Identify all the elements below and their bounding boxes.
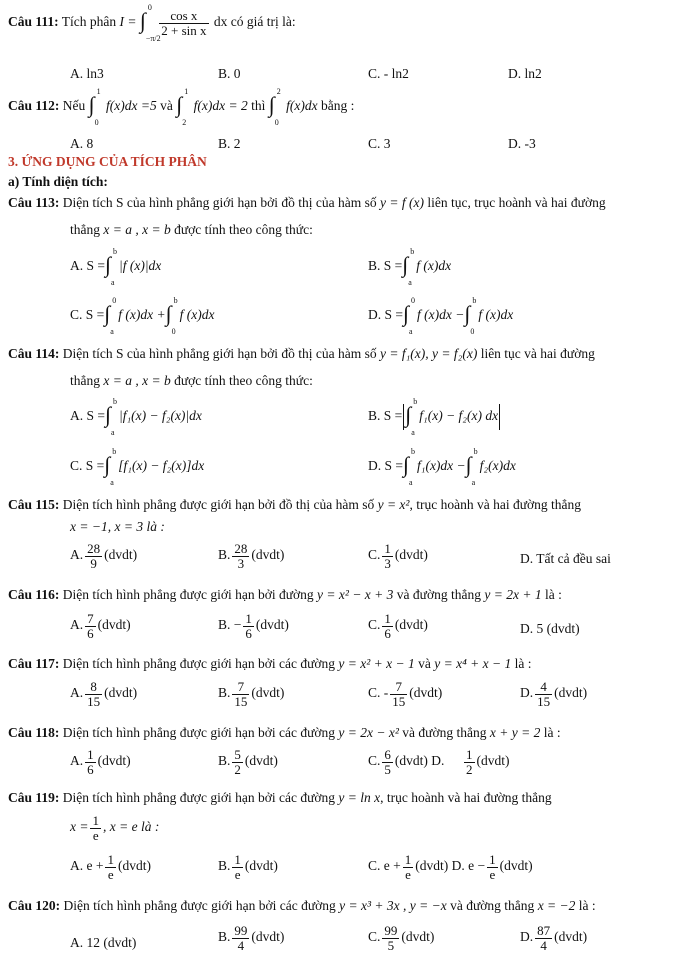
option-c[interactable]: C. $\frac{1}{6}$ (dvdt): [368, 611, 428, 641]
option-d[interactable]: D. Tất cả đều sai: [520, 551, 611, 566]
question-120: Câu 120: Diện tích hình phẳng được giới hạn bởi các đường y = x³ + 3x , y = −x và đường thẳng x = −2 là :: [8, 898, 596, 913]
option-d[interactable]: D. ln2: [508, 66, 542, 81]
option-a[interactable]: A. $\frac{8}{15}$ (dvdt): [70, 679, 138, 709]
option-a[interactable]: A. $\frac{7}{6}$ (dvdt): [70, 611, 131, 641]
integral-sign: ∫ 0 a: [403, 296, 415, 336]
question-label: Câu 115:: [8, 497, 60, 512]
option-d[interactable]: D. -3: [508, 136, 536, 151]
integral-sign: ∫ 1 2: [176, 87, 189, 127]
integral-sign: ∫ b a: [402, 247, 415, 287]
question-label: Câu 119:: [8, 790, 60, 805]
question-label: Câu 120:: [8, 898, 61, 913]
question-114: Câu 114: Diện tích S của hình phẳng giới hạn bởi đồ thị của hàm số y = f₁(x), y = f₂(x) liên tục và hai đường: [8, 346, 595, 361]
option-c[interactable]: C. $\frac{99}{5}$ (dvdt): [368, 923, 435, 953]
question-label: Câu 116:: [8, 587, 60, 602]
option-c[interactable]: C. $\frac{6}{5}$ (dvdt) D.: [368, 747, 445, 777]
option-a[interactable]: A. e + $\frac{1}{e}$ (dvdt): [70, 852, 151, 882]
option-c[interactable]: C. e + $\frac{1}{e}$ (dvdt) D. e − $\frac{1}{e}$ (dvdt): [368, 852, 533, 882]
question-119-line2: x = $\frac{1}{e}$ , x = e là :: [70, 813, 160, 843]
option-c[interactable]: C. - $\frac{7}{15}$ (dvdt): [368, 679, 443, 709]
question-113: Câu 113: Diện tích S của hình phẳng giới hạn bởi đồ thị của hàm số y = f (x) liên tục, trục hoành và hai đường: [8, 195, 606, 210]
integral-sign: ∫ b 0: [165, 296, 178, 336]
integral-sign: ∫ 1 0: [88, 87, 101, 127]
question-118: Câu 118: Diện tích hình phẳng được giới hạn bởi các đường y = 2x − x² và đường thẳng x + y = 2 là :: [8, 725, 561, 740]
option-b[interactable]: B. $\frac{5}{2}$ (dvdt): [218, 747, 278, 777]
section-title: 3. ỨNG DỤNG CỦA TÍCH PHÂN: [8, 154, 207, 169]
question-116: Câu 116: Diện tích hình phẳng được giới hạn bởi đường y = x² − x + 3 và đường thẳng y = 2x + 1 là :: [8, 587, 562, 602]
question-112: Câu 112: Nếu ∫ 1 0 f(x)dx =5 và ∫ 1 2 f(x)dx = 2 thì ∫ 2 0 f(x)dx bằng :: [8, 87, 355, 127]
option-d[interactable]: D. $\frac{4}{15}$ (dvdt): [520, 679, 588, 709]
option-b[interactable]: B. $\frac{1}{e}$ (dvdt): [218, 852, 278, 882]
option-c[interactable]: C. $\frac{1}{3}$ (dvdt): [368, 541, 428, 571]
integral-sign: ∫ b a: [465, 447, 478, 487]
integral-sign: ∫ b a: [105, 397, 117, 437]
option-a[interactable]: A. S = ∫ b a |f (x)|dx: [70, 247, 162, 287]
integral-sign: ∫ 2 0: [268, 87, 281, 127]
question-label: Câu 117:: [8, 656, 60, 671]
option-d[interactable]: D. $\frac{87}{4}$ (dvdt): [520, 923, 588, 953]
question-113-line2: thẳng x = a , x = b được tính theo công thức:: [70, 222, 313, 237]
question-114-line2: thẳng x = a , x = b được tính theo công thức:: [70, 373, 313, 388]
integral-sign: ∫ b 0: [464, 296, 477, 336]
integral-symbol-name: I =: [119, 14, 137, 30]
option-b[interactable]: B. 2: [218, 136, 241, 151]
option-a[interactable]: A. $\frac{28}{9}$ (dvdt): [70, 541, 138, 571]
option-b[interactable]: B. 0: [218, 66, 241, 81]
option-a[interactable]: A. 8: [70, 136, 94, 151]
option-c[interactable]: C. 3: [368, 136, 391, 151]
question-111: Câu 111: Tích phân I = ∫ 0 −π/2 $\frac{\text{cos x}}{\text{2 + sin x}}$ dx có giá trị là:: [8, 3, 296, 43]
option-b[interactable]: B. S = ∫ b a f₁(x) − f₂(x) dx: [368, 397, 499, 437]
question-117: Câu 117: Diện tích hình phẳng được giới hạn bởi các đường y = x² + x − 1 và y = x⁴ + x − 1 là :: [8, 656, 532, 671]
question-tail: có giá trị là:: [230, 14, 296, 30]
option-b[interactable]: B. S = ∫ b a f (x)dx: [368, 247, 452, 287]
option-c[interactable]: C. - ln2: [368, 66, 409, 81]
subsection-title: a) Tính diện tích:: [8, 174, 108, 189]
question-115-line2: x = −1, x = 3 là :: [70, 519, 165, 534]
option-b[interactable]: B. $\frac{99}{4}$ (dvdt): [218, 923, 285, 953]
question-115: Câu 115: Diện tích hình phẳng được giới hạn bởi đồ thị của hàm số y = x², trục hoành và hai đường thẳng: [8, 497, 582, 512]
option-b[interactable]: B. $\frac{7}{15}$ (dvdt): [218, 679, 285, 709]
integral-sign: ∫ b a: [105, 247, 117, 287]
option-a[interactable]: A. $\frac{1}{6}$ (dvdt): [70, 747, 131, 777]
option-b[interactable]: B. $\frac{28}{3}$ (dvdt): [218, 541, 285, 571]
option-b[interactable]: B. − $\frac{1}{6}$ (dvdt): [218, 611, 289, 641]
question-119: Câu 119: Diện tích hình phẳng được giới hạn bởi các đường y = ln x, trục hoành và hai đường thẳng: [8, 790, 552, 805]
option-c[interactable]: C. S = ∫ b a [f₁(x) − f₂(x)]dx: [70, 447, 205, 487]
option-d[interactable]: D. S = ∫ 0 a f (x)dx − ∫ b 0 f (x)dx: [368, 296, 514, 336]
integral-sign: ∫ 0 a: [104, 296, 117, 336]
option-d[interactable]: D. S = ∫ b a f₁(x)dx − ∫ b a f₂(x)dx: [368, 447, 516, 487]
integral-sign: ∫ b a: [104, 447, 117, 487]
fraction: $\frac{\text{cos x}}{\text{2 + sin x}}$: [161, 7, 207, 38]
option-c[interactable]: C. S = ∫ 0 a f (x)dx + ∫ b 0 f (x)dx: [70, 296, 215, 336]
integral-sign: ∫ b a: [405, 397, 418, 437]
option-a[interactable]: A. S = ∫ b a |f₁(x) − f₂(x)|dx: [70, 397, 202, 437]
option-d[interactable]: D. 5 (dvdt): [520, 621, 580, 636]
question-label: Câu 114:: [8, 346, 60, 361]
integral-sign: ∫ b a: [403, 447, 415, 487]
option-a[interactable]: A. ln3: [70, 66, 104, 81]
question-label: Câu 112:: [8, 98, 60, 114]
question-label: Câu 118:: [8, 725, 60, 740]
question-text: Tích phân: [61, 14, 117, 30]
option-a[interactable]: A. 12 (dvdt): [70, 935, 137, 950]
question-label: Câu 113:: [8, 195, 60, 210]
integral-sign: ∫ 0 −π/2: [139, 3, 161, 43]
option-d[interactable]: $\frac{1}{2}$ (dvdt): [466, 747, 510, 777]
question-label: Câu 111:: [8, 14, 59, 30]
